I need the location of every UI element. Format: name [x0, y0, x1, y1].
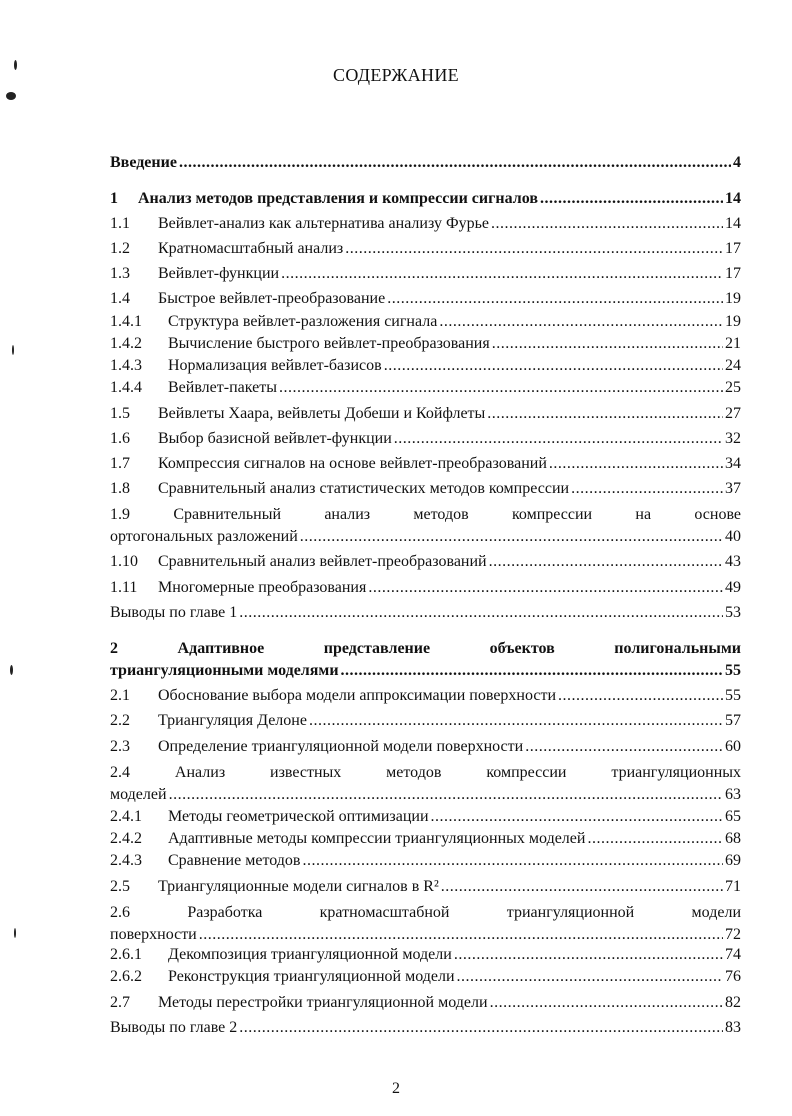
toc-entry-title: Методы геометрической оптимизации [168, 808, 429, 825]
leader-dots [571, 478, 723, 500]
page-title: СОДЕРЖАНИЕ [333, 65, 459, 85]
leader-dots [491, 213, 723, 235]
toc-entry-2-4[interactable] [110, 762, 741, 806]
toc-entry-page: 60 [725, 738, 741, 755]
toc-entry-number: 2.6.1 [110, 946, 142, 963]
leader-dots [199, 924, 723, 946]
toc-entry-title: Методы перестройки триангуляционной модели [158, 994, 488, 1011]
toc-entry-title: Многомерные преобразования [158, 579, 367, 596]
toc-entry-page: 34 [725, 455, 741, 472]
toc-entry-title: Быстрое вейвлет-преобразование [158, 290, 386, 307]
toc-entry-title: Сравнение методов [168, 852, 301, 869]
toc-entry-title-line-2: моделей [110, 786, 167, 803]
toc-entry-page: 19 [725, 313, 741, 330]
toc-entry-number: 1.4.2 [110, 335, 142, 352]
scan-speck [14, 60, 17, 70]
toc-entry-page: 17 [725, 265, 741, 282]
scan-speck [6, 92, 16, 100]
toc-entry-title: Выводы по главе 2 [110, 1019, 238, 1036]
toc-entry-number: 2.4.3 [110, 852, 142, 869]
toc-entry-number: 1.2 [110, 240, 130, 257]
leader-dots [302, 850, 723, 872]
toc-entry-2-1[interactable] [110, 685, 741, 707]
leader-dots [457, 966, 723, 988]
toc-entry-number: 1.4.4 [110, 379, 142, 396]
toc-entry-1-7[interactable] [110, 453, 741, 475]
toc-entry-page: 40 [725, 528, 741, 545]
toc-entry-page: 69 [725, 852, 741, 869]
toc-entry-2-2[interactable] [110, 710, 741, 732]
toc-entry-page: 55 [725, 662, 741, 679]
toc-entry-1-6[interactable] [110, 428, 741, 450]
leader-dots [490, 992, 723, 1014]
toc-entry-number: 2 [110, 640, 118, 657]
toc-entry-title-line-2: ортогональных разложений [110, 528, 298, 545]
toc-entry-number: 1.3 [110, 265, 130, 282]
toc-entry-2-6-2[interactable] [110, 966, 741, 988]
toc-entry-title: Вычисление быстрого вейвлет-преобразования [168, 335, 490, 352]
toc-entry-1-9[interactable] [110, 504, 741, 548]
leader-dots [341, 660, 723, 682]
leader-dots [387, 288, 723, 310]
leader-dots [549, 453, 723, 475]
toc-entry-number: 2.3 [110, 738, 130, 755]
leader-dots [558, 685, 723, 707]
scan-speck [10, 665, 13, 675]
toc-entry-1-11[interactable] [110, 577, 741, 599]
toc-entry-number: 1.7 [110, 455, 130, 472]
toc-entry-1-4-1[interactable] [110, 311, 741, 333]
toc-entry-title: Нормализация вейвлет-базисов [168, 357, 382, 374]
toc-entry-title: Выбор базисной вейвлет-функции [158, 430, 392, 447]
toc-entry-number: 1.6 [110, 430, 130, 447]
toc-entry-title: Вейвлет-функции [158, 265, 280, 282]
leader-dots [439, 311, 723, 333]
toc-entry-1-4-2[interactable] [110, 333, 741, 355]
leader-dots [492, 333, 723, 355]
toc-entry-page: 68 [725, 830, 741, 847]
toc-entry-title: Адаптивные методы компрессии триангуляционных моделей [168, 830, 586, 847]
toc-entry-conclusions-1[interactable] [110, 602, 741, 624]
toc-entry-number: 2.1 [110, 687, 130, 704]
toc-entry-1-4-4[interactable] [110, 377, 741, 399]
toc-entry-number: 2.4.1 [110, 808, 142, 825]
toc-entry-number: 1.10 [110, 553, 138, 570]
toc-entry-number: 1.1 [110, 215, 130, 232]
toc-entry-title: Вейвлет-анализ как альтернатива анализу Фурье [158, 215, 489, 232]
toc-entry-title-line-1: Сравнительный анализ методов компрессии на основе [173, 506, 741, 523]
toc-entry-page: 32 [725, 430, 741, 447]
leader-dots [525, 736, 723, 758]
toc-entry-page: 43 [725, 553, 741, 570]
toc-entry-title: Вейвлеты Хаара, вейвлеты Добеши и Койфлеты [158, 405, 486, 422]
leader-dots [487, 403, 723, 425]
toc-entry-title: Сравнительный анализ вейвлет-преобразований [158, 553, 487, 570]
toc-entry-number: 2.6.2 [110, 968, 142, 985]
leader-dots [441, 876, 723, 898]
toc-entry-number: 2.2 [110, 712, 130, 729]
toc-entry-number: 1.5 [110, 405, 130, 422]
toc-entry-page: 17 [725, 240, 741, 257]
leader-dots [431, 806, 723, 828]
toc-entry-page: 21 [725, 335, 741, 352]
leader-dots [587, 828, 723, 850]
toc-entry-title: Определение триангуляционной модели поверхности [158, 738, 524, 755]
toc-entry-title: Вейвлет-пакеты [168, 379, 277, 396]
leader-dots [384, 355, 723, 377]
toc-entry-chapter-2[interactable] [110, 638, 741, 682]
toc-entry-title-line-2: поверхности [110, 926, 197, 943]
leader-dots [239, 1017, 723, 1039]
toc-entry-2-4-1[interactable] [110, 806, 741, 828]
leader-dots [454, 944, 723, 966]
toc-entry-chapter-1[interactable] [110, 188, 741, 210]
toc-entry-page: 83 [725, 1019, 741, 1036]
leader-dots [489, 551, 723, 573]
toc-entry-2-6-1[interactable] [110, 944, 741, 966]
toc-entry-page: 63 [725, 786, 741, 803]
toc-entry-page: 14 [725, 215, 741, 232]
toc-entry-page: 76 [725, 968, 741, 985]
toc-entry-page: 27 [725, 405, 741, 422]
toc-entry-intro[interactable] [110, 152, 741, 174]
leader-dots [300, 526, 723, 548]
leader-dots [345, 238, 723, 260]
toc-entry-2-4-2[interactable] [110, 828, 741, 850]
toc-entry-1-8[interactable] [110, 478, 741, 500]
toc-entry-title-line-1: Разработка кратномасштабной триангуляционной модели [187, 904, 741, 921]
toc-entry-number: 1.11 [110, 579, 138, 596]
toc-entry-title: Реконструкция триангуляционной модели [168, 968, 455, 985]
toc-entry-2-4-3[interactable] [110, 850, 741, 872]
leader-dots [179, 152, 731, 174]
toc-entry-1-4[interactable] [110, 288, 741, 310]
scan-speck [14, 928, 16, 938]
toc-entry-1-10[interactable] [110, 551, 741, 573]
toc-entry-number: 2.5 [110, 878, 130, 895]
leader-dots [279, 377, 723, 399]
leader-dots [540, 188, 723, 210]
toc-entry-title: Анализ методов представления и компрессии сигналов [138, 190, 538, 207]
toc-entry-title: Введение [110, 154, 177, 171]
toc-entry-page: 57 [725, 712, 741, 729]
scan-speck [12, 345, 14, 355]
toc-entry-page: 24 [725, 357, 741, 374]
toc-entry-1-2[interactable] [110, 238, 741, 260]
toc-entry-title: Сравнительный анализ статистических методов компрессии [158, 480, 570, 497]
leader-dots [239, 602, 723, 624]
toc-entry-title: Декомпозиция триангуляционной модели [168, 946, 452, 963]
toc-entry-number: 2.4.2 [110, 830, 142, 847]
toc-entry-1-5[interactable] [110, 403, 741, 425]
toc-entry-page: 4 [733, 154, 741, 171]
toc-entry-2-7[interactable] [110, 992, 741, 1014]
toc-entry-title: Выводы по главе 1 [110, 604, 238, 621]
toc-entry-title-line-1: Анализ известных методов компрессии триангуляционных [174, 764, 741, 781]
toc-entry-title-line-2: триангуляционными моделями [110, 662, 339, 679]
leader-dots [281, 263, 723, 285]
toc-entry-title: Кратномасштабный анализ [158, 240, 344, 257]
toc-entry-title: Триангуляционные модели сигналов в R² [158, 878, 439, 895]
toc-entry-title: Триангуляция Делоне [158, 712, 307, 729]
toc-entry-title: Обоснование выбора модели аппроксимации поверхности [158, 687, 557, 704]
toc-entry-number: 2.4 [110, 764, 130, 781]
leader-dots [368, 577, 723, 599]
toc-entry-number: 1.4 [110, 290, 130, 307]
toc-entry-page: 53 [725, 604, 741, 621]
toc-entry-page: 65 [725, 808, 741, 825]
toc-entry-1-1[interactable] [110, 213, 741, 235]
toc-entry-2-5[interactable] [110, 876, 741, 898]
toc-entry-1-3[interactable] [110, 263, 741, 285]
toc-entry-page: 82 [725, 994, 741, 1011]
page-number: 2 [392, 1080, 400, 1097]
toc-entry-number: 1.8 [110, 480, 130, 497]
toc-entry-2-3[interactable] [110, 736, 741, 758]
toc-entry-page: 71 [725, 878, 741, 895]
toc-entry-title: Структура вейвлет-разложения сигнала [168, 313, 438, 330]
toc-entry-title: Компрессия сигналов на основе вейвлет-преобразований [158, 455, 547, 472]
toc-entry-conclusions-2[interactable] [110, 1017, 741, 1039]
leader-dots [309, 710, 723, 732]
toc-entry-title-line-1: Адаптивное представление объектов полигональными [177, 640, 741, 657]
toc-entry-page: 14 [725, 190, 741, 207]
toc-entry-number: 1.4.3 [110, 357, 142, 374]
toc-entry-page: 55 [725, 687, 741, 704]
toc-entry-page: 37 [725, 480, 741, 497]
toc-entry-number: 2.7 [110, 994, 130, 1011]
toc-entry-page: 74 [725, 946, 741, 963]
toc-entry-2-6[interactable] [110, 902, 741, 946]
toc-entry-number: 1 [110, 190, 118, 207]
toc-entry-number: 1.9 [110, 506, 130, 523]
toc-entry-page: 72 [725, 926, 741, 943]
toc-entry-page: 49 [725, 579, 741, 596]
toc-entry-number: 2.6 [110, 904, 130, 921]
toc-entry-1-4-3[interactable] [110, 355, 741, 377]
leader-dots [394, 428, 723, 450]
toc-entry-page: 25 [725, 379, 741, 396]
toc-entry-page: 19 [725, 290, 741, 307]
toc-entry-number: 1.4.1 [110, 313, 142, 330]
leader-dots [169, 784, 723, 806]
